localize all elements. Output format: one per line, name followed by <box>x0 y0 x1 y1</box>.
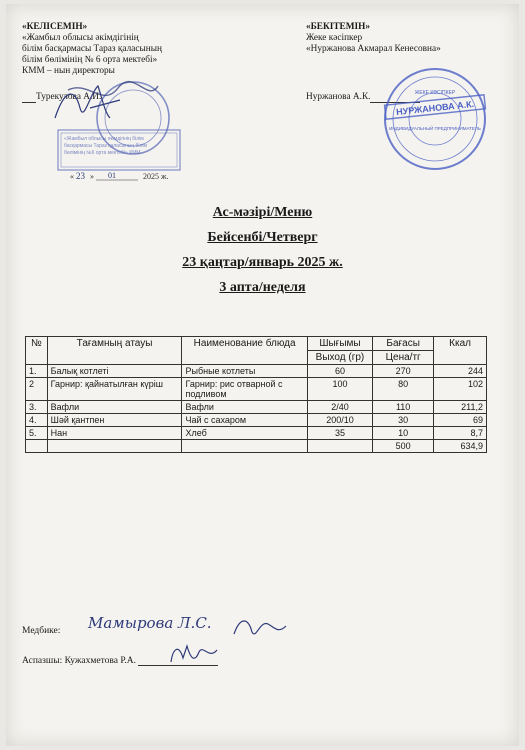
row-name-ru: Вафли <box>182 401 307 414</box>
col-output-ru: Выход (гр) <box>307 351 372 365</box>
stamp-date-month: 01 <box>108 171 116 180</box>
row-name-ru: Чай с сахаром <box>182 414 307 427</box>
row-name-ru: Хлеб <box>182 427 307 440</box>
right-line1: Жеке кәсіпкер <box>306 33 363 43</box>
menu-table <box>25 336 487 453</box>
row-name-kz: Шәй қантпен <box>47 414 182 427</box>
left-line1: «Жамбыл облысы әкімдігінің <box>22 33 139 43</box>
row-no: 4. <box>26 414 48 427</box>
row-price: 270 <box>373 365 434 378</box>
row-no: 1. <box>26 365 48 378</box>
row-name-ru: Гарнир: рис отварной с подливом <box>182 378 307 401</box>
table-row <box>26 365 487 378</box>
left-line3: білім бөлімінің № 6 орта мектебі» <box>22 55 158 65</box>
left-line4: КММ – нын директоры <box>22 66 115 76</box>
total-price: 500 <box>373 440 434 453</box>
table-row <box>26 414 487 427</box>
row-kcal: 244 <box>434 365 487 378</box>
menu-title: Ас-мәзірі/Меню <box>212 205 313 220</box>
stamp-date-year: 2025 ж. <box>143 172 169 181</box>
cook-signature-icon <box>165 640 225 668</box>
svg-text:«: « <box>70 172 74 181</box>
row-name-kz: Балық котлеті <box>47 365 182 378</box>
stamp-ring: ИНДИВИДУАЛЬНЫЙ ПРЕДПРИНИМАТЕЛЬ <box>389 126 481 131</box>
row-price: 30 <box>373 414 434 427</box>
row-no: 3. <box>26 401 48 414</box>
row-output: 100 <box>307 378 372 401</box>
row-output: 60 <box>307 365 372 378</box>
right-title: «БЕКІТЕМІН» <box>306 22 371 32</box>
left-line2: білім басқармасы Тараз қаласының <box>22 44 162 54</box>
col-price-kz: Бағасы <box>373 337 434 351</box>
left-title: «КЕЛІСЕМІН» <box>22 22 88 32</box>
menu-titles <box>0 200 525 300</box>
svg-text:басқармасы Тараз қаласының біл: басқармасы Тараз қаласының білім <box>64 143 147 149</box>
svg-text:бөлімінің №6 орта мектебі» КММ: бөлімінің №6 орта мектебі» КММ <box>64 150 141 156</box>
left-signer: Турекулова А.И. <box>36 92 102 102</box>
table-row <box>26 427 487 440</box>
nurse-label: Медбике: <box>22 626 61 636</box>
row-kcal: 8,7 <box>434 427 487 440</box>
col-output-kz: Шығымы <box>307 337 372 351</box>
date-title: 23 қаңтар/январь 2025 ж. <box>182 255 343 270</box>
stamp-date-day: 23 <box>76 171 85 181</box>
row-price: 80 <box>373 378 434 401</box>
header-row <box>26 337 487 351</box>
row-price: 10 <box>373 427 434 440</box>
col-no: № <box>26 337 48 365</box>
row-name-kz: Гарнир: қайнатылған күріш <box>47 378 182 401</box>
weekday-title: Бейсенбі/Четверг <box>207 230 318 245</box>
right-line2: «Нуржанова Акмарал Кенесовна» <box>306 44 441 54</box>
row-price: 110 <box>373 401 434 414</box>
entrepreneur-stamp-icon <box>375 64 495 174</box>
row-output: 2/40 <box>307 401 372 414</box>
week-title: 3 апта/неделя <box>219 280 306 295</box>
nurse-row <box>22 626 60 636</box>
row-output: 200/10 <box>307 414 372 427</box>
row-kcal: 211,2 <box>434 401 487 414</box>
col-name-kz: Тағамның атауы <box>47 337 182 365</box>
row-kcal: 69 <box>434 414 487 427</box>
cook-label: Аспазшы: Кужахметова Р.А. <box>22 656 137 666</box>
svg-text:»: » <box>90 172 94 181</box>
table-row <box>26 378 487 401</box>
total-kcal: 634,9 <box>434 440 487 453</box>
stamp-small: ЖЕКЕ КӘСІПКЕР <box>414 90 456 96</box>
nurse-signature-icon <box>230 612 290 642</box>
row-no: 2 <box>26 378 48 401</box>
total-row <box>26 440 487 453</box>
table-row <box>26 401 487 414</box>
col-kcal: Ккал <box>434 337 487 365</box>
right-signer: Нуржанова А.К. <box>306 92 371 102</box>
row-no: 5. <box>26 427 48 440</box>
row-kcal: 102 <box>434 378 487 401</box>
svg-text:«Жамбыл облысы әкімдігінің біл: «Жамбыл облысы әкімдігінің білім <box>64 136 144 142</box>
director-signature-icon <box>50 78 130 128</box>
stamp-name: НУРЖАНОВА А.К. <box>395 98 475 118</box>
row-name-kz: Вафли <box>47 401 182 414</box>
nurse-signature: Мамырова Л.С. <box>88 614 212 632</box>
col-price-ru: Цена/тг <box>373 351 434 365</box>
row-name-ru: Рыбные котлеты <box>182 365 307 378</box>
row-output: 35 <box>307 427 372 440</box>
row-name-kz: Нан <box>47 427 182 440</box>
col-name-ru: Наименование блюда <box>182 337 307 365</box>
